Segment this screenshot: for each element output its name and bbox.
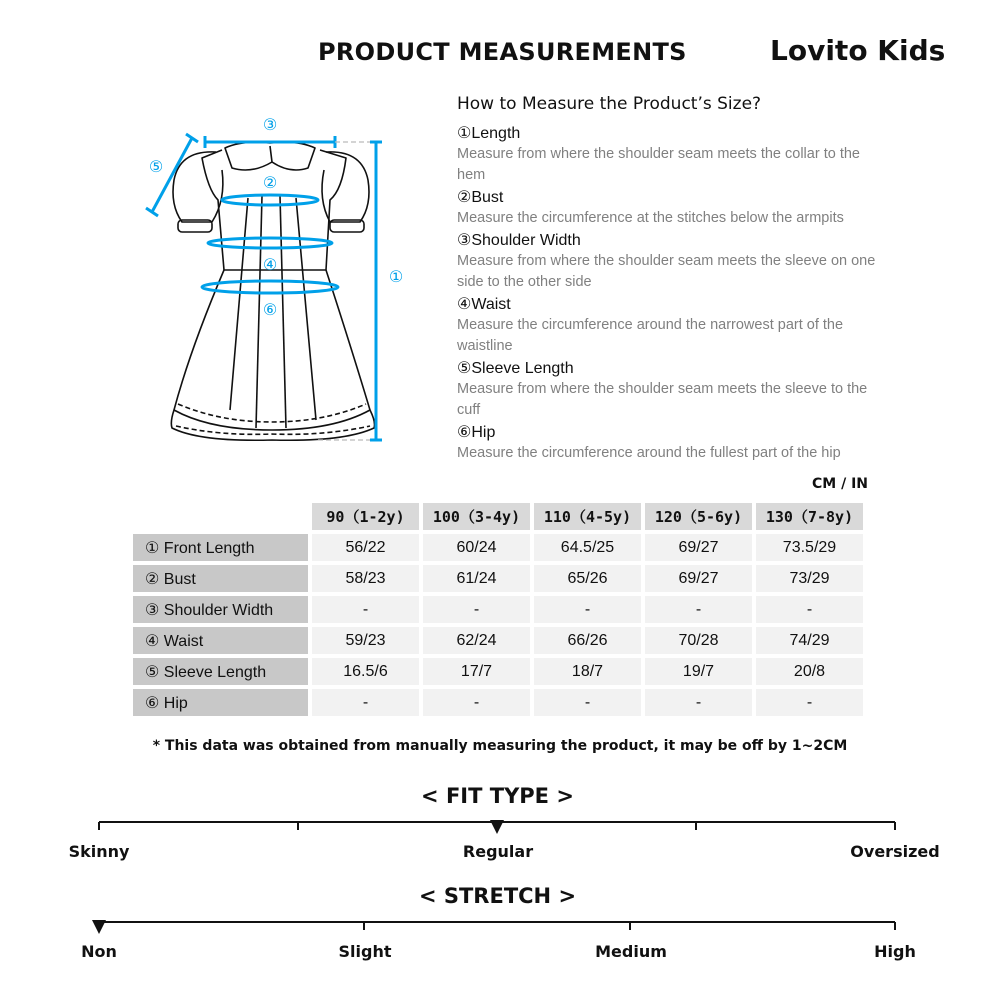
stretch-label-slight: Slight	[338, 942, 392, 961]
row-label: ② Bust	[133, 565, 308, 592]
table-cell: -	[645, 596, 752, 623]
row-label: ③ Shoulder Width	[133, 596, 308, 623]
size-chart-table	[129, 499, 867, 720]
column-header: 130（7-8y)	[756, 503, 863, 530]
table-cell: 58/23	[312, 565, 419, 592]
fit-label-skinny: Skinny	[68, 842, 130, 861]
table-cell: -	[312, 689, 419, 716]
fit-label-regular: Regular	[462, 842, 534, 861]
column-header: 120（5-6y)	[645, 503, 752, 530]
table-cell: 60/24	[423, 534, 530, 561]
table-cell: 61/24	[423, 565, 530, 592]
row-label: ⑤ Sleeve Length	[133, 658, 308, 685]
table-cell: 16.5/6	[312, 658, 419, 685]
row-label: ⑥ Hip	[133, 689, 308, 716]
page-title: PRODUCT MEASUREMENTS	[318, 38, 687, 66]
measure-label: ②Bust	[457, 189, 504, 206]
table-cell: 20/8	[756, 658, 863, 685]
unit-label: CM / IN	[812, 476, 868, 492]
measure-description: Measure the circumference around the narrowest part of the waistline	[457, 317, 844, 354]
how-to-measure	[457, 94, 887, 466]
column-header: 90（1-2y)	[312, 503, 419, 530]
table-cell: -	[756, 689, 863, 716]
measure-label: ⑥Hip	[457, 424, 496, 441]
measure-description: Measure from where the shoulder seam meets the sleeve to the cuff	[457, 381, 868, 418]
table-row	[133, 689, 863, 716]
table-cell: 66/26	[534, 627, 641, 654]
measure-item-waist	[457, 295, 887, 357]
measure-item-sleeve-length	[457, 359, 887, 421]
table-cell: 17/7	[423, 658, 530, 685]
stretch-label-medium: Medium	[595, 942, 667, 961]
table-cell: 18/7	[534, 658, 641, 685]
stretch-label-high: High	[874, 942, 916, 961]
marker-waist: ④	[262, 255, 278, 274]
table-cell: -	[645, 689, 752, 716]
measure-label: ⑤Sleeve Length	[457, 360, 574, 377]
measure-description: Measure from where the shoulder seam meets the sleeve on one side to the other side	[457, 253, 876, 290]
measure-item-bust	[457, 188, 887, 229]
measure-description: Measure the circumference at the stitches below the armpits	[457, 210, 844, 226]
fit-label-oversized: Oversized	[850, 842, 940, 861]
column-header: 110（4-5y)	[534, 503, 641, 530]
stretch-label-non: Non	[81, 942, 117, 961]
table-cell: 74/29	[756, 627, 863, 654]
stretch-indicator	[92, 920, 106, 934]
table-cell: 19/7	[645, 658, 752, 685]
table-corner	[133, 503, 308, 530]
marker-length: ①	[388, 267, 404, 286]
table-cell: -	[423, 596, 530, 623]
measure-item-length	[457, 124, 887, 186]
table-cell: 69/27	[645, 534, 752, 561]
measure-label: ③Shoulder Width	[457, 232, 581, 249]
measurement-disclaimer: * This data was obtained from manually measuring the product, it may be off by 1~2CM	[152, 738, 848, 754]
fit-type-indicator	[490, 820, 504, 834]
table-cell: 73/29	[756, 565, 863, 592]
table-cell: 62/24	[423, 627, 530, 654]
table-cell: -	[534, 689, 641, 716]
marker-bust: ②	[262, 173, 278, 192]
table-cell: 59/23	[312, 627, 419, 654]
table-row	[133, 627, 863, 654]
marker-hip: ⑥	[262, 300, 278, 319]
row-label: ④ Waist	[133, 627, 308, 654]
measure-item-shoulder-width	[457, 231, 887, 293]
table-row	[133, 534, 863, 561]
table-cell: -	[423, 689, 530, 716]
table-header-row	[133, 503, 863, 530]
dress-illustration	[130, 110, 430, 450]
table-row	[133, 596, 863, 623]
table-cell: -	[534, 596, 641, 623]
table-cell: 70/28	[645, 627, 752, 654]
stretch-title: < STRETCH >	[418, 884, 577, 908]
table-cell: 65/26	[534, 565, 641, 592]
measure-label: ①Length	[457, 125, 521, 142]
stretch-scale	[0, 916, 1000, 956]
table-row	[133, 658, 863, 685]
how-to-title: How to Measure the Product’s Size?	[457, 94, 762, 114]
measure-description: Measure from where the shoulder seam meets the collar to the hem	[457, 146, 860, 183]
fit-type-title: < FIT TYPE >	[421, 784, 574, 808]
measure-description: Measure the circumference around the fullest part of the hip	[457, 445, 841, 461]
table-cell: -	[312, 596, 419, 623]
table-cell: 73.5/29	[756, 534, 863, 561]
marker-sleeve: ⑤	[148, 157, 164, 176]
table-cell: 56/22	[312, 534, 419, 561]
table-cell: -	[756, 596, 863, 623]
brand-logo: Lovito Kids	[770, 34, 946, 67]
column-header: 100（3-4y)	[423, 503, 530, 530]
measure-label: ④Waist	[457, 296, 511, 313]
table-row	[133, 565, 863, 592]
row-label: ① Front Length	[133, 534, 308, 561]
marker-shoulder: ③	[262, 115, 278, 134]
table-cell: 64.5/25	[534, 534, 641, 561]
measure-item-hip	[457, 423, 887, 464]
table-cell: 69/27	[645, 565, 752, 592]
